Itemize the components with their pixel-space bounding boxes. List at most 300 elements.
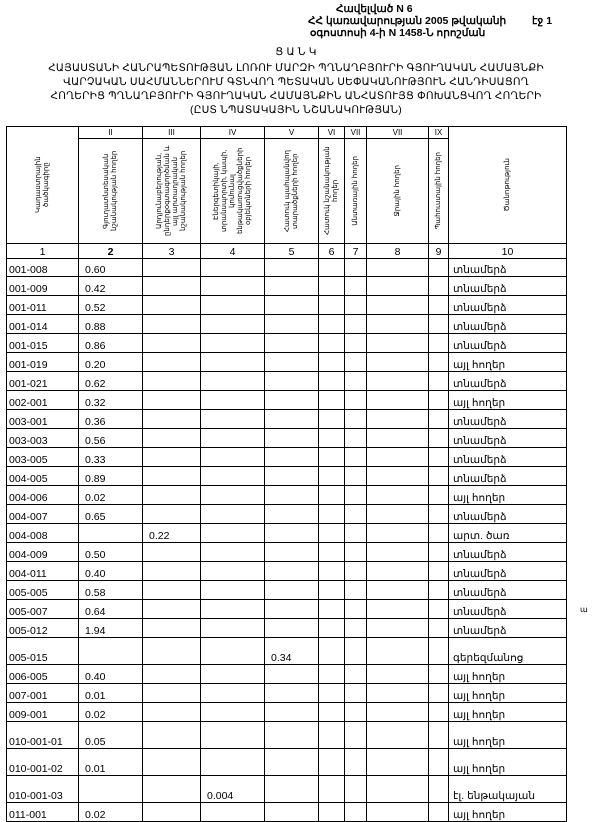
energy-transport-value-cell [201, 296, 265, 315]
table-row [7, 353, 567, 372]
table-row [7, 429, 567, 448]
protected-area-value-cell [265, 776, 319, 803]
document-title-line-1: ՀԱՅԱՍՏԱՆԻ ՀԱՆՐԱՊԵՏՈՒԹՅԱՆ ԼՈՌՈՒ ՄԱՐԶԻ ՊՂՆԱՂԲՅՈՒՐԻ ԳՅՈՒՂԱԿԱՆ ՀԱՄԱՅՆՔԻ [48, 62, 544, 74]
protected-area-value-cell [265, 505, 319, 524]
water-cell [367, 749, 429, 776]
water-cell [367, 600, 429, 619]
energy-transport-value-cell [201, 562, 265, 581]
industrial-value-cell [143, 486, 201, 505]
roman-cell-6: VI [319, 127, 345, 139]
column-number: 1 [7, 244, 79, 259]
reserve-cell [429, 684, 449, 703]
note-cell: այլ հողեր [449, 684, 567, 703]
protected-area-value-cell [265, 665, 319, 684]
land-distribution-table [6, 126, 567, 822]
note-cell: այլ հողեր [449, 391, 567, 410]
parcel-code-cell: 005-012 [7, 619, 79, 638]
industrial-value-cell [143, 803, 201, 822]
agricultural-value-cell: 0.40 [79, 562, 143, 581]
parcel-code-cell: 002-001 [7, 391, 79, 410]
industrial-value-cell [143, 372, 201, 391]
agricultural-value-cell: 0.32 [79, 391, 143, 410]
note-cell: այլ հողեր [449, 486, 567, 505]
reserve-cell [429, 505, 449, 524]
industrial-value-cell [143, 448, 201, 467]
parcel-code-cell: 001-008 [7, 259, 79, 277]
reserve-cell [429, 277, 449, 296]
column-number: 10 [449, 244, 567, 259]
water-cell [367, 296, 429, 315]
energy-transport-value-cell [201, 803, 265, 822]
reserve-cell [429, 749, 449, 776]
document-title-line-2: ՎԱՐՉԱԿԱՆ ՍԱՀՄԱՆՆԵՐՈՒՄ ԳՏՆՎՈՂ ՊԵՏԱԿԱՆ ՍԵՓԱԿԱՆՈՒԹՅՈՒՆ ՀԱՆԴԻՍԱՑՈՂ [63, 76, 529, 88]
industrial-value-cell [143, 562, 201, 581]
agricultural-value-cell: 0.65 [79, 505, 143, 524]
table-row [7, 684, 567, 703]
reserve-cell [429, 619, 449, 638]
water-cell [367, 776, 429, 803]
table-row [7, 722, 567, 749]
protected-area-value-cell [265, 722, 319, 749]
table-row [7, 334, 567, 353]
agricultural-value-cell: 0.02 [79, 486, 143, 505]
special-purpose-cell [319, 410, 345, 429]
reserve-cell [429, 315, 449, 334]
forest-cell [345, 600, 367, 619]
column-number: 7 [345, 244, 367, 259]
special-purpose-cell [319, 353, 345, 372]
forest-cell [345, 334, 367, 353]
reserve-cell [429, 259, 449, 277]
energy-transport-value-cell [201, 722, 265, 749]
industrial-value-cell [143, 410, 201, 429]
industrial-value-cell [143, 619, 201, 638]
water-cell [367, 391, 429, 410]
industrial-value-cell [143, 277, 201, 296]
vheader-col-9 [429, 139, 449, 244]
protected-area-value-cell [265, 410, 319, 429]
table-row [7, 259, 567, 277]
water-cell [367, 803, 429, 822]
vheader-col-6 [319, 139, 345, 244]
industrial-value-cell [143, 703, 201, 722]
reserve-cell [429, 562, 449, 581]
roman-cell-5: V [265, 127, 319, 139]
parcel-code-cell: 010-001-02 [7, 749, 79, 776]
industrial-value-cell [143, 353, 201, 372]
energy-transport-value-cell [201, 372, 265, 391]
forest-cell [345, 448, 367, 467]
water-cell [367, 562, 429, 581]
agricultural-value-cell: 0.42 [79, 277, 143, 296]
table-row [7, 524, 567, 543]
industrial-value-cell [143, 429, 201, 448]
note-cell: տնամերձ [449, 600, 567, 619]
parcel-code-cell: 004-011 [7, 562, 79, 581]
parcel-code-cell: 001-011 [7, 296, 79, 315]
table-row [7, 505, 567, 524]
agricultural-value-cell: 0.02 [79, 703, 143, 722]
table-row [7, 543, 567, 562]
note-cell: տնամերձ [449, 372, 567, 391]
parcel-code-cell: 004-005 [7, 467, 79, 486]
reserve-cell [429, 524, 449, 543]
energy-transport-value-cell [201, 391, 265, 410]
table-row [7, 486, 567, 505]
water-cell [367, 543, 429, 562]
parcel-code-cell: 001-021 [7, 372, 79, 391]
industrial-value-cell [143, 638, 201, 665]
special-purpose-cell [319, 581, 345, 600]
parcel-code-cell: 010-001-01 [7, 722, 79, 749]
industrial-value-cell [143, 749, 201, 776]
note-cell: տնամերձ [449, 315, 567, 334]
roman-cell-7: VII [345, 127, 367, 139]
water-cell [367, 524, 429, 543]
industrial-value-cell: 0.22 [143, 524, 201, 543]
protected-area-value-cell [265, 562, 319, 581]
parcel-code-cell: 004-007 [7, 505, 79, 524]
industrial-value-cell [143, 684, 201, 703]
reserve-cell [429, 391, 449, 410]
parcel-code-cell: 003-005 [7, 448, 79, 467]
note-cell: տնամերձ [449, 543, 567, 562]
protected-area-value-cell [265, 259, 319, 277]
column-number: 8 [367, 244, 429, 259]
roman-cell-3: III [143, 127, 201, 139]
energy-transport-value-cell [201, 467, 265, 486]
energy-transport-value-cell [201, 259, 265, 277]
industrial-value-cell [143, 543, 201, 562]
agricultural-value-cell: 0.88 [79, 315, 143, 334]
reserve-cell [429, 429, 449, 448]
table-row [7, 296, 567, 315]
reserve-cell [429, 448, 449, 467]
column-number-row [7, 244, 567, 259]
forest-cell [345, 524, 367, 543]
parcel-code-cell: 007-001 [7, 684, 79, 703]
forest-cell [345, 619, 367, 638]
industrial-value-cell [143, 722, 201, 749]
energy-transport-value-cell [201, 749, 265, 776]
agricultural-value-cell: 0.89 [79, 467, 143, 486]
roman-cell-2: II [79, 127, 143, 139]
protected-area-value-cell [265, 353, 319, 372]
reserve-cell [429, 638, 449, 665]
protected-area-value-cell [265, 749, 319, 776]
roman-cell-9: IX [429, 127, 449, 139]
water-cell [367, 703, 429, 722]
protected-area-value-cell [265, 486, 319, 505]
energy-transport-value-cell [201, 600, 265, 619]
special-purpose-cell [319, 543, 345, 562]
table-row [7, 665, 567, 684]
parcel-code-cell: 003-001 [7, 410, 79, 429]
forest-cell [345, 581, 367, 600]
column-number: 4 [201, 244, 265, 259]
agricultural-value-cell: 0.56 [79, 429, 143, 448]
protected-area-value-cell [265, 684, 319, 703]
water-cell [367, 684, 429, 703]
note-cell: տնամերձ [449, 619, 567, 638]
water-cell [367, 638, 429, 665]
energy-transport-value-cell [201, 581, 265, 600]
reserve-cell [429, 776, 449, 803]
parcel-code-cell: 004-009 [7, 543, 79, 562]
forest-cell [345, 372, 367, 391]
special-purpose-cell [319, 259, 345, 277]
energy-transport-value-cell [201, 429, 265, 448]
energy-transport-value-cell [201, 315, 265, 334]
energy-transport-value-cell [201, 486, 265, 505]
forest-cell [345, 353, 367, 372]
note-cell: այլ հողեր [449, 665, 567, 684]
special-purpose-cell [319, 749, 345, 776]
energy-transport-value-cell [201, 277, 265, 296]
note-cell: էլ. ենթակայան [449, 776, 567, 803]
table-row [7, 600, 567, 619]
table-row [7, 638, 567, 665]
energy-transport-value-cell [201, 638, 265, 665]
vheader-text-1: Կադաստրային ծածկագիրը [34, 156, 50, 214]
vheader-col-10 [449, 127, 567, 244]
water-cell [367, 353, 429, 372]
energy-transport-value-cell [201, 448, 265, 467]
protected-area-value-cell [265, 524, 319, 543]
energy-transport-value-cell [201, 334, 265, 353]
table-row [7, 803, 567, 822]
vheader-col-2 [79, 139, 143, 244]
energy-transport-value-cell [201, 684, 265, 703]
vheader-col-5 [265, 139, 319, 244]
forest-cell [345, 638, 367, 665]
agricultural-value-cell: 0.40 [79, 665, 143, 684]
margin-mark: ա [580, 605, 588, 614]
note-cell: տնամերձ [449, 505, 567, 524]
protected-area-value-cell: 0.34 [265, 638, 319, 665]
note-cell: գերեզմանոց [449, 638, 567, 665]
protected-area-value-cell [265, 315, 319, 334]
water-cell [367, 486, 429, 505]
special-purpose-cell [319, 722, 345, 749]
water-cell [367, 581, 429, 600]
vheader-text-9: Պահուստային հողեր [434, 152, 442, 230]
agricultural-value-cell: 0.64 [79, 600, 143, 619]
agricultural-value-cell: 0.62 [79, 372, 143, 391]
vheader-col-1 [7, 127, 79, 244]
forest-cell [345, 749, 367, 776]
industrial-value-cell [143, 600, 201, 619]
table-row [7, 467, 567, 486]
reserve-cell [429, 467, 449, 486]
water-cell [367, 372, 429, 391]
special-purpose-cell [319, 562, 345, 581]
document-title-line-3: ՀՈՂԵՐԻՑ ՊՂՆԱՂԲՅՈՒՐԻ ԳՅՈՒՂԱԿԱՆ ՀԱՄԱՅՆՔԻՆ ԱՆՀԱՏՈՒՅՑ ՓՈԽԱՆՑՎՈՂ ՀՈՂԵՐԻ [50, 90, 542, 102]
protected-area-value-cell [265, 543, 319, 562]
protected-area-value-cell [265, 296, 319, 315]
roman-cell-4: IV [201, 127, 265, 139]
forest-cell [345, 776, 367, 803]
water-cell [367, 277, 429, 296]
special-purpose-cell [319, 703, 345, 722]
water-cell [367, 505, 429, 524]
vheader-text-10: Ծանոթություն [503, 158, 511, 212]
sheet-number: էջ 1 [532, 15, 553, 27]
reserve-cell [429, 410, 449, 429]
forest-cell [345, 665, 367, 684]
vheader-text-3: Արդյունաբերության, ընդերքօգտագործման և այլ արտադրական նշանակության հողեր [155, 145, 187, 237]
industrial-value-cell [143, 776, 201, 803]
table-row [7, 277, 567, 296]
reserve-cell [429, 581, 449, 600]
agricultural-value-cell [79, 776, 143, 803]
parcel-code-cell: 006-005 [7, 665, 79, 684]
protected-area-value-cell [265, 581, 319, 600]
table-row [7, 448, 567, 467]
agricultural-value-cell: 0.01 [79, 749, 143, 776]
industrial-value-cell [143, 334, 201, 353]
protected-area-value-cell [265, 600, 319, 619]
special-purpose-cell [319, 391, 345, 410]
energy-transport-value-cell [201, 524, 265, 543]
reserve-cell [429, 665, 449, 684]
energy-transport-value-cell [201, 353, 265, 372]
parcel-code-cell: 004-008 [7, 524, 79, 543]
water-cell [367, 334, 429, 353]
protected-area-value-cell [265, 803, 319, 822]
note-cell: տնամերձ [449, 410, 567, 429]
water-cell [367, 467, 429, 486]
note-cell: տնամերձ [449, 296, 567, 315]
energy-transport-value-cell [201, 665, 265, 684]
agricultural-value-cell: 0.60 [79, 259, 143, 277]
water-cell [367, 665, 429, 684]
special-purpose-cell [319, 315, 345, 334]
special-purpose-cell [319, 296, 345, 315]
special-purpose-cell [319, 277, 345, 296]
agricultural-value-cell: 0.33 [79, 448, 143, 467]
special-purpose-cell [319, 429, 345, 448]
table-row [7, 562, 567, 581]
vheader-col-8 [367, 139, 429, 244]
table-row [7, 391, 567, 410]
vheader-text-5: Հատուկ պահպանվող տարածքների հողեր [283, 150, 299, 232]
note-cell: տնամերձ [449, 467, 567, 486]
special-purpose-cell [319, 334, 345, 353]
forest-cell [345, 259, 367, 277]
forest-cell [345, 296, 367, 315]
note-cell: տնամերձ [449, 581, 567, 600]
vheader-col-7 [345, 139, 367, 244]
forest-cell [345, 803, 367, 822]
note-cell: տնամերձ [449, 429, 567, 448]
note-cell: այլ հողեր [449, 749, 567, 776]
reserve-cell [429, 353, 449, 372]
table-row [7, 749, 567, 776]
appendix-number: Հավելված N 6 [336, 3, 413, 15]
document-title-line-4: (ԸՍՏ ՆՊԱՏԱԿԱՅԻՆ ՆՇԱՆԱԿՈՒԹՅԱՆ) [190, 104, 402, 116]
water-cell [367, 429, 429, 448]
table-body [7, 259, 567, 822]
agricultural-value-cell [79, 638, 143, 665]
note-cell: տնամերձ [449, 448, 567, 467]
agricultural-value-cell: 0.52 [79, 296, 143, 315]
reserve-cell [429, 334, 449, 353]
special-purpose-cell [319, 638, 345, 665]
water-cell [367, 722, 429, 749]
table-row [7, 372, 567, 391]
forest-cell [345, 486, 367, 505]
forest-cell [345, 722, 367, 749]
industrial-value-cell [143, 467, 201, 486]
parcel-code-cell: 009-001 [7, 703, 79, 722]
forest-cell [345, 562, 367, 581]
table-row [7, 315, 567, 334]
vheader-text-8: Ջրային հողեր [393, 165, 401, 217]
note-cell: այլ հողեր [449, 353, 567, 372]
water-cell [367, 259, 429, 277]
document-title-word: Ց Ա Ն Կ [275, 46, 317, 58]
column-number: 9 [429, 244, 449, 259]
energy-transport-value-cell: 0.004 [201, 776, 265, 803]
protected-area-value-cell [265, 277, 319, 296]
industrial-value-cell [143, 505, 201, 524]
agricultural-value-cell: 0.02 [79, 803, 143, 822]
parcel-code-cell: 005-005 [7, 581, 79, 600]
special-purpose-cell [319, 486, 345, 505]
special-purpose-cell [319, 505, 345, 524]
protected-area-value-cell [265, 334, 319, 353]
special-purpose-cell [319, 684, 345, 703]
reserve-cell [429, 703, 449, 722]
industrial-value-cell [143, 315, 201, 334]
industrial-value-cell [143, 391, 201, 410]
parcel-code-cell: 010-001-03 [7, 776, 79, 803]
reserve-cell [429, 372, 449, 391]
reserve-cell [429, 296, 449, 315]
table-row [7, 703, 567, 722]
agricultural-value-cell: 0.20 [79, 353, 143, 372]
parcel-code-cell: 001-019 [7, 353, 79, 372]
parcel-code-cell: 005-007 [7, 600, 79, 619]
roman-cell-8: VII [367, 127, 429, 139]
parcel-code-cell: 004-006 [7, 486, 79, 505]
forest-cell [345, 429, 367, 448]
forest-cell [345, 391, 367, 410]
agricultural-value-cell: 0.58 [79, 581, 143, 600]
forest-cell [345, 543, 367, 562]
note-cell: տնամերձ [449, 259, 567, 277]
vheader-text-4: Էներգետիկայի, տրանսպորտի, կապի, կոմունալ ենթակառուցվածքների օբյեկտների հողեր [212, 147, 252, 235]
note-cell: այլ հողեր [449, 703, 567, 722]
agricultural-value-cell: 0.50 [79, 543, 143, 562]
forest-cell [345, 467, 367, 486]
protected-area-value-cell [265, 448, 319, 467]
reserve-cell [429, 803, 449, 822]
industrial-value-cell [143, 581, 201, 600]
energy-transport-value-cell [201, 505, 265, 524]
note-cell: այլ հողեր [449, 722, 567, 749]
parcel-code-cell: 001-014 [7, 315, 79, 334]
agricultural-value-cell: 0.05 [79, 722, 143, 749]
government-decision-line: ՀՀ կառավարության 2005 թվականի [308, 15, 507, 27]
reserve-cell [429, 486, 449, 505]
column-number: 2 [79, 244, 143, 259]
special-purpose-cell [319, 619, 345, 638]
note-cell: այլ հողեր [449, 803, 567, 822]
forest-cell [345, 315, 367, 334]
column-number: 3 [143, 244, 201, 259]
